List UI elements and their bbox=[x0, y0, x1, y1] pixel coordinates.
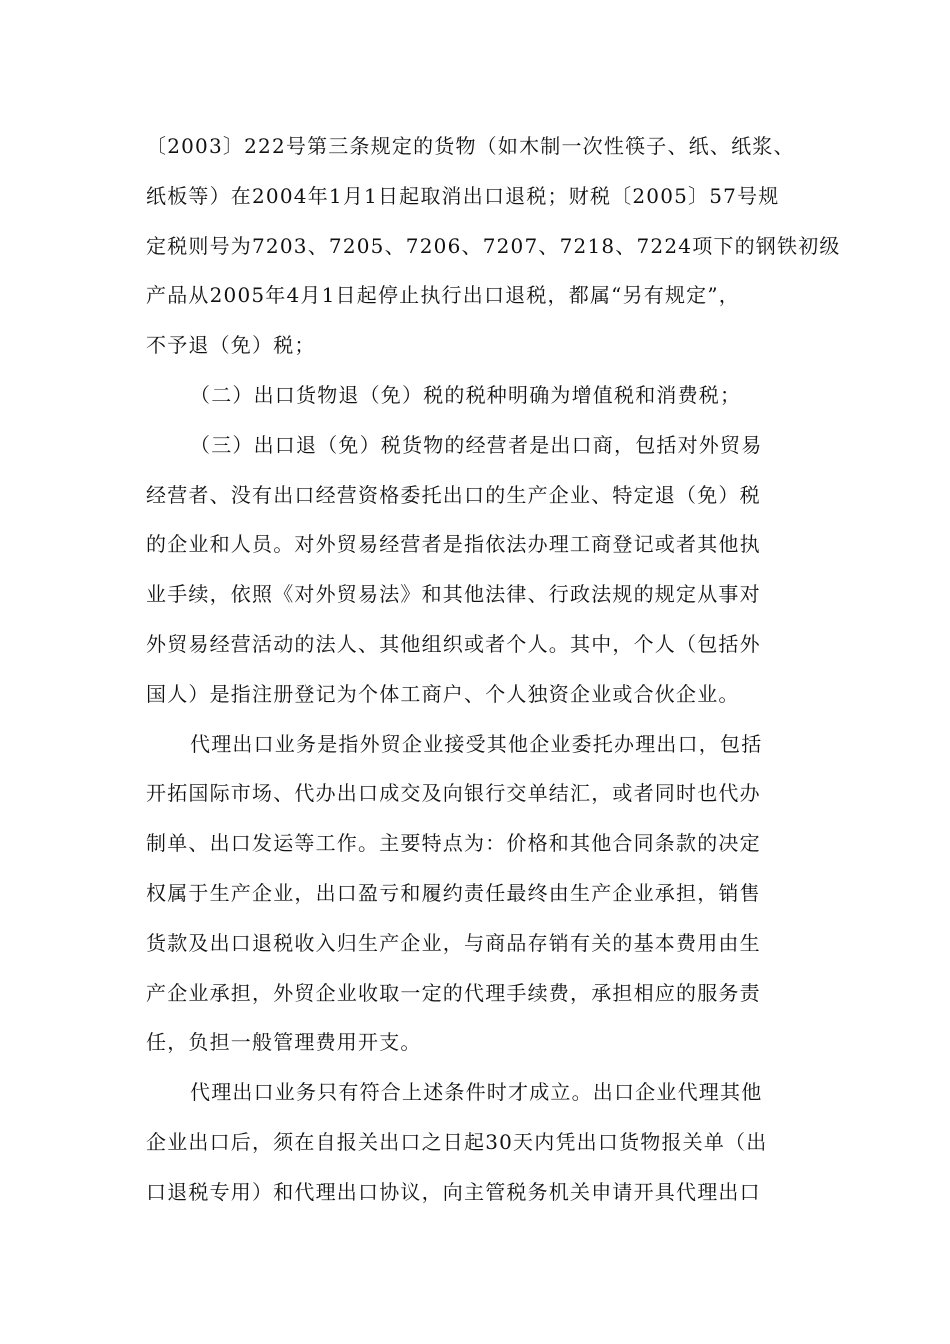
text-line: 制单、出口发运等工作。主要特点为：价格和其他合同条款的决定 bbox=[146, 831, 761, 856]
text-line: 定税则号为7203、7205、7206、7207、7218、7224项下的钢铁初级 bbox=[146, 233, 841, 258]
text-line: 产企业承担，外贸企业收取一定的代理手续费，承担相应的服务责 bbox=[146, 980, 761, 1005]
text-line: 企业出口后，须在自报关出口之日起30天内凭出口货物报关单（出 bbox=[146, 1129, 768, 1154]
text-line: 产品从2005年4月1日起停止执行出口退税，都属“另有规定”， bbox=[146, 283, 740, 308]
document-body bbox=[146, 131, 841, 1227]
text-line: 任，负担一般管理费用开支。 bbox=[146, 1030, 422, 1055]
text-line: 的企业和人员。对外贸易经营者是指依法办理工商登记或者其他执 bbox=[146, 532, 761, 557]
text-line: （三）出口退（免）税货物的经营者是出口商，包括对外贸易 bbox=[190, 432, 763, 457]
text-line: 口退税专用）和代理出口协议，向主管税务机关申请开具代理出口 bbox=[146, 1179, 761, 1204]
text-line: 纸板等）在2004年1月1日起取消出口退税；财税〔2005〕57号规 bbox=[146, 183, 780, 208]
text-line: 〔2003〕222号第三条规定的货物（如木制一次性筷子、纸、纸浆、 bbox=[146, 134, 795, 158]
text-line: 外贸易经营活动的法人、其他组织或者个人。其中，个人（包括外 bbox=[146, 631, 761, 656]
text-line: 货款及出口退税收入归生产企业，与商品存销有关的基本费用由生 bbox=[146, 930, 761, 955]
text-line: 代理出口业务是指外贸企业接受其他企业委托办理出口，包括 bbox=[190, 731, 763, 756]
text-line: 代理出口业务只有符合上述条件时才成立。出口企业代理其他 bbox=[190, 1080, 763, 1105]
text-line: （二）出口货物退（免）税的税种明确为增值税和消费税； bbox=[190, 382, 742, 407]
text-line: 业手续，依照《对外贸易法》和其他法律、行政法规的规定从事对 bbox=[146, 582, 761, 607]
text-line: 开拓国际市场、代办出口成交及向银行交单结汇，或者同时也代办 bbox=[146, 781, 761, 806]
text-line: 不予退（免）税； bbox=[146, 333, 316, 358]
text-line: 经营者、没有出口经营资格委托出口的生产企业、特定退（免）税 bbox=[146, 482, 761, 507]
text-line: 权属于生产企业，出口盈亏和履约责任最终由生产企业承担，销售 bbox=[146, 880, 761, 905]
text-line: 国人）是指注册登记为个体工商户、个人独资企业或合伙企业。 bbox=[146, 681, 740, 706]
